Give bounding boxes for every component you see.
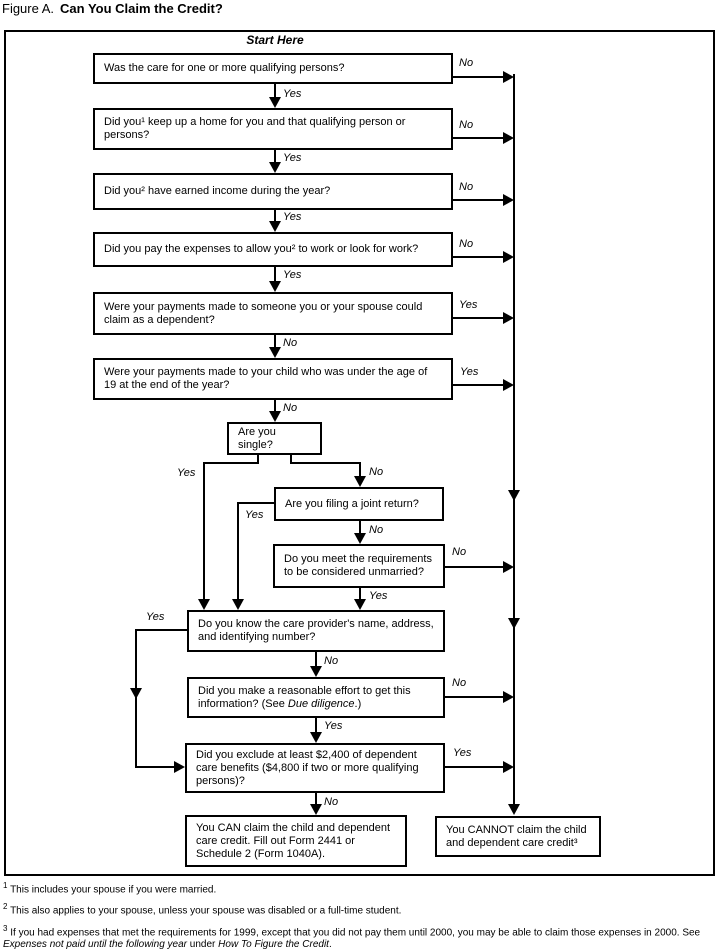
arrow-down-q9-yes [354, 599, 366, 610]
label-q9-yes: Yes [369, 590, 388, 602]
arrow-right-q2-no [503, 132, 514, 144]
label-q7-yes: Yes [177, 467, 196, 479]
arrow-down-q8-no [354, 533, 366, 544]
node-result-can-claim: You CAN claim the child and dependent care credit. Fill out Form 2441 or Schedule 2 (Form 1040A). [185, 815, 407, 867]
connector-q11-yes [315, 718, 317, 732]
label-q5-no: No [283, 337, 298, 349]
node-q4-pay-expenses: Did you pay the expenses to allow you² to work or look for work? [93, 232, 453, 267]
arrow-down-q5-no [269, 347, 281, 358]
connector-q8-yes-horizontal [237, 502, 274, 504]
connector-q10-no [315, 652, 317, 666]
label-q3-no: No [459, 181, 474, 193]
arrow-right-q10-yes [174, 761, 185, 773]
connector-q6-yes [453, 384, 503, 386]
label-q10-no: No [324, 655, 339, 667]
arrow-down-collector-mid2 [508, 618, 520, 629]
connector-q3-yes [274, 210, 276, 221]
arrow-down-q7-no [354, 476, 366, 487]
label-q9-no: No [452, 546, 467, 558]
connector-q8-yes-vertical [237, 502, 239, 599]
connector-q9-no [445, 566, 503, 568]
figure-label: Figure A. [2, 1, 55, 16]
arrow-down-q3-yes [269, 221, 281, 232]
footnotes [3, 880, 717, 950]
footnote-1: $^1$ This includes your spouse if you were married. [3, 881, 217, 896]
label-q11-no: No [452, 677, 467, 689]
connector-q7-yes-vertical [203, 462, 205, 599]
node-q1-qualifying-persons: Was the care for one or more qualifying persons? [93, 53, 453, 84]
label-q12-yes: Yes [453, 747, 472, 759]
arrow-down-q4-yes [269, 281, 281, 292]
connector-q11-no [445, 696, 503, 698]
label-q8-no: No [369, 524, 384, 536]
figure-heading: Can You Claim the Credit? [60, 1, 223, 16]
arrow-down-q7-yes [198, 599, 210, 610]
label-q10-yes: Yes [146, 611, 165, 623]
arrow-right-q11-no [503, 691, 514, 703]
arrow-down-q1-yes [269, 97, 281, 108]
label-q2-yes: Yes [283, 152, 302, 164]
label-q2-no: No [459, 119, 474, 131]
connector-q10-yes-horizontal [135, 629, 187, 631]
label-q12-no: No [324, 796, 339, 808]
arrow-down-into-cannot [508, 804, 520, 815]
node-q2-keep-up-home: Did you¹ keep up a home for you and that qualifying person or persons? [93, 108, 453, 150]
label-q8-yes: Yes [245, 509, 264, 521]
connector-q7-no-vertical [359, 462, 361, 476]
connector-q3-no [453, 199, 503, 201]
arrow-right-q12-yes [503, 761, 514, 773]
footnote-2: $^2$ This also applies to your spouse, unless your spouse was disabled or a full-time student. [3, 902, 402, 917]
node-q10-provider-info: Do you know the care provider's name, address, and identifying number? [187, 610, 445, 652]
node-q5-payments-dependent: Were your payments made to someone you or your spouse could claim as a dependent? [93, 292, 453, 335]
label-q4-no: No [459, 238, 474, 250]
connector-q2-yes [274, 150, 276, 162]
arrow-right-q5-yes [503, 312, 514, 324]
connector-q4-yes [274, 267, 276, 281]
connector-q9-yes [359, 588, 361, 599]
label-q1-yes: Yes [283, 88, 302, 100]
arrow-right-q6-yes [503, 379, 514, 391]
label-q7-no: No [369, 466, 384, 478]
connector-q7-yes-horizontal [203, 462, 259, 464]
label-q6-no: No [283, 402, 298, 414]
connector-q12-yes [445, 766, 503, 768]
connector-q5-no [274, 335, 276, 347]
arrow-down-q12-no [310, 804, 322, 815]
arrow-down-q6-no [269, 411, 281, 422]
arrow-down-q8-yes [232, 599, 244, 610]
arrow-down-q2-yes [269, 162, 281, 173]
arrow-down-q10-no [310, 666, 322, 677]
connector-q5-yes [453, 317, 503, 319]
connector-q1-yes [274, 83, 276, 97]
node-q3-earned-income: Did you² have earned income during the year? [93, 173, 453, 210]
label-q6-yes: Yes [460, 366, 479, 378]
connector-q8-no [359, 521, 361, 533]
label-q4-yes: Yes [283, 269, 302, 281]
footnote-3: $^3$ If you had expenses that met the requirements for 1999, except that you did not pay them until 2000, you may be able to claim those expenses in 2000. See Expenses not paid until the following year under How To Figure the Credit. [3, 923, 701, 950]
connector-q1-no [453, 76, 503, 78]
connector-q6-no [274, 400, 276, 411]
connector-q4-no [453, 256, 503, 258]
connector-q12-no [315, 793, 317, 804]
arrow-right-q4-no [503, 251, 514, 263]
node-q11-reasonable-effort: Did you make a reasonable effort to get this information? (See Due diligence.) [187, 677, 445, 718]
node-q7-single: Are you single? [227, 422, 322, 455]
arrow-right-q1-no [503, 71, 514, 83]
node-q8-joint-return: Are you filing a joint return? [274, 487, 444, 521]
connector-q10-yes-into-q12 [135, 766, 174, 768]
label-q3-yes: Yes [283, 211, 302, 223]
arrow-right-q9-no [503, 561, 514, 573]
node-result-cannot-claim: You CANNOT claim the child and dependent care credit³ [435, 816, 601, 857]
label-q5-yes: Yes [459, 299, 478, 311]
connector-q7-no-horizontal [290, 462, 361, 464]
node-q12-exclude-benefits: Did you exclude at least $2,400 of dependent care benefits ($4,800 if two or more qualifying persons)? [185, 743, 445, 793]
connector-q2-no [453, 137, 503, 139]
arrow-down-q11-yes [310, 732, 322, 743]
label-q1-no: No [459, 57, 474, 69]
figure-title [2, 1, 223, 16]
label-q11-yes: Yes [324, 720, 343, 732]
node-q6-payments-child: Were your payments made to your child who was under the age of 19 at the end of the year? [93, 358, 453, 400]
arrow-down-collector-mid1 [508, 490, 520, 501]
node-q9-considered-unmarried: Do you meet the requirements to be considered unmarried? [273, 544, 445, 588]
arrow-right-q3-no [503, 194, 514, 206]
start-here-label: Start Here [246, 33, 304, 47]
arrow-down-q10-yes-mid [130, 688, 142, 699]
